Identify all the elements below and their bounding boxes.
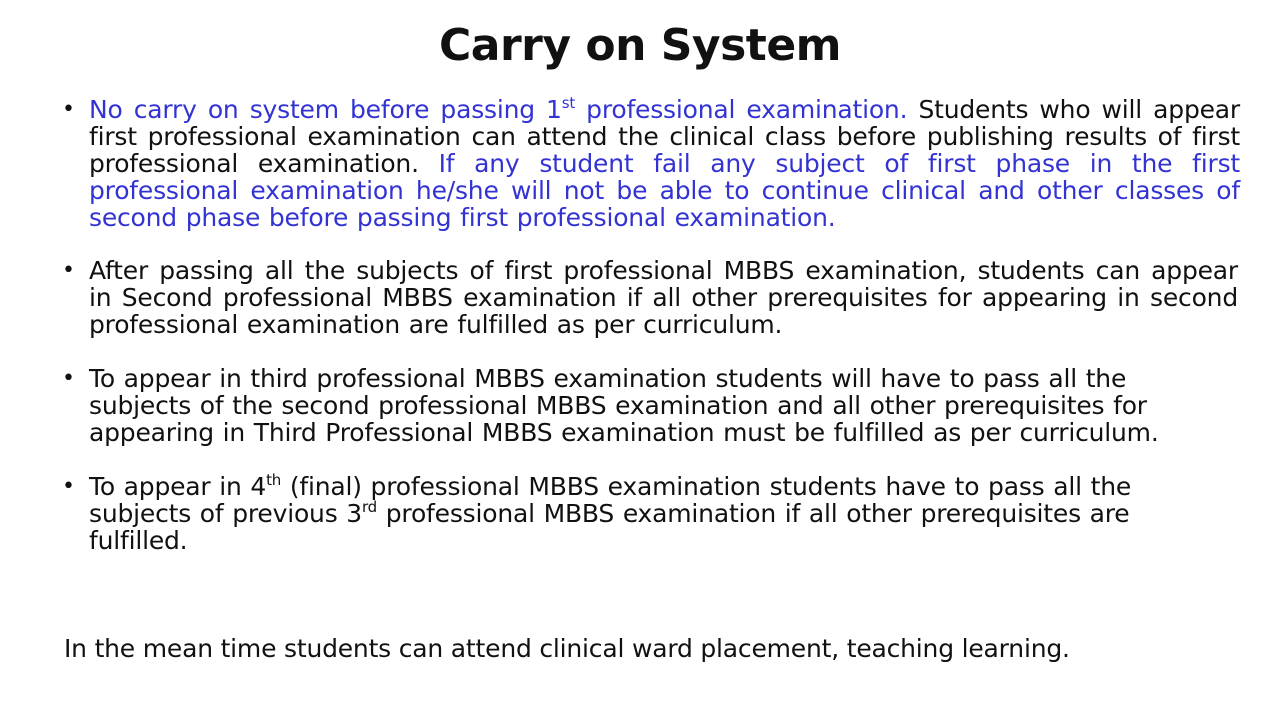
bullet-4-sup-b: rd <box>361 498 377 516</box>
bullet-3-text: To appear in third professional MBBS examination students will have to pass all the subjects of the second professional MBBS examination and all other prerequisites for appearing in Third Professional MBBS examination must be fulfilled as per curriculum. <box>89 364 1159 447</box>
footer-note: In the mean time students can attend clinical ward placement, teaching learning. <box>64 634 1070 663</box>
bullet-4-text-c: professional MBBS examination if all other prerequisites are fulfilled. <box>89 499 1130 555</box>
bullet-list <box>62 96 1240 554</box>
bullet-1-sup: st <box>561 94 576 112</box>
bullet-item-final-professional <box>62 473 1240 554</box>
bullet-1-black-text: Students who will appear first professional examination can attend the clinical class before publishing results of first professional examination. <box>89 95 1240 178</box>
bullet-item-second-professional <box>62 257 1240 338</box>
bullet-1-blue-lead: No carry on system before passing 1 <box>89 95 562 124</box>
bullet-dot-icon: • <box>62 474 75 499</box>
bullet-1-blue-tail: If any student fail any subject of first phase in the first professional examination he/she will not be able to continue clinical and other classes of second phase before passing first professional examination. <box>89 149 1240 232</box>
slide-title: Carry on System <box>438 20 842 71</box>
bullet-2-text: After passing all the subjects of first professional MBBS examination, students can appear in Second professional MBBS examination if all other prerequisites for appearing in second professional examination are fulfilled as per curriculum. <box>89 256 1238 339</box>
bullet-4-text-a: To appear in 4 <box>89 472 267 501</box>
bullet-item-third-professional <box>62 365 1240 446</box>
bullet-4-text-b: (final) professional MBBS examination students have to pass all the subjects of previous 3 <box>89 472 1132 528</box>
bullet-dot-icon: • <box>62 366 75 391</box>
bullet-item-carry-on <box>62 96 1240 231</box>
bullet-1-blue-lead-tail: professional examination. <box>575 95 908 124</box>
bullet-4-sup-a: th <box>266 471 282 489</box>
bullet-dot-icon: • <box>62 97 75 122</box>
bullet-dot-icon: • <box>62 258 75 283</box>
